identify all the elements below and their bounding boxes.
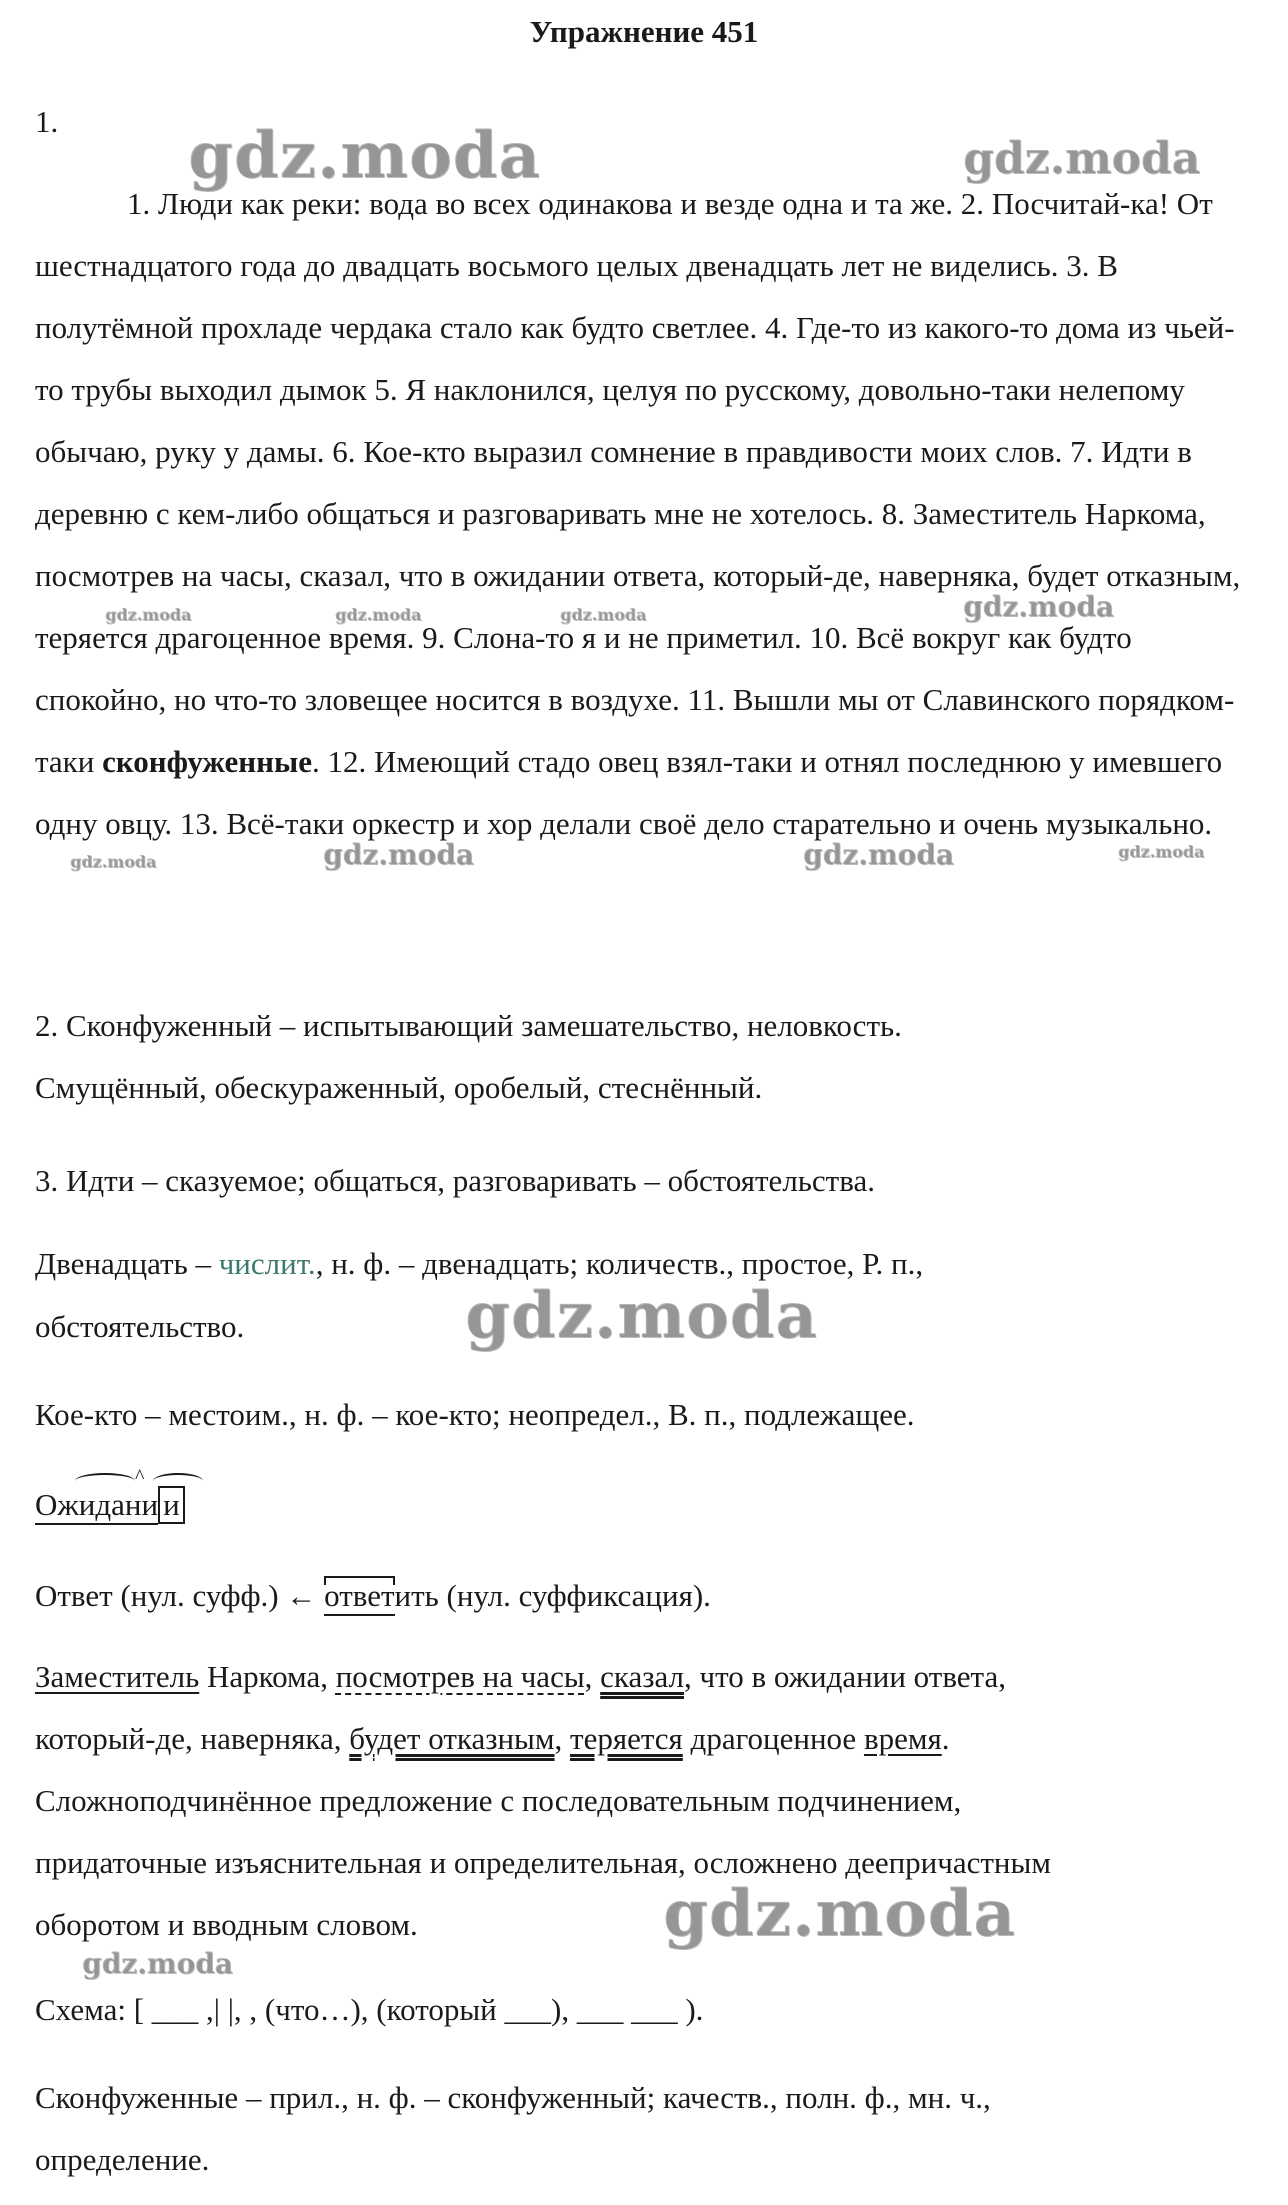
numeral-analysis: Двенадцать – числит., н. ф. – двенадцать; количеств., простое, Р. п., [35,1246,924,1281]
analysis-line3: Сложноподчинённое предложение с последовательным подчинением, [35,1783,962,1818]
watermark: gdz.moda [323,838,474,871]
exercise-paragraph: 1. Люди как реки: вода во всех одинакова и везде одна и та же. 2. Посчитай-ка! От шестнадцатого года до двадцать восьмого целых двенадцать лет не виделись. 3. В полутёмной прохладе чердака стало как будто светлее. 4. Где-то из какого-то дома из чьей-то трубы выходил дымок 5. Я наклонился, целуя по русскому, довольно-таки нелепому обычаю, руку у дамы. 6. Кое-кто выразил сомнение в правдивости моих слов. 7. Идти в деревню с кем-либо общаться и разговаривать мне не хотелось. 8. Заместитель Наркома, посмотрев на часы, сказал, что в ожидании ответа, который-де, наверняка, будет отказным, теряется драгоценное время. 9. Слона-то я и не приметил. 10. Всё вокруг как будто спокойно, но что-то зловещее носится в воздухе. 11. Вышли мы от Славинского порядком-таки сконфуженные. 12. Имеющий стадо овец взял-таки и отнял последнюю у имевшего одну овцу. 13. Всё-таки оркестр и хор делали своё дело старательно и очень музыкально. [35,186,1241,841]
left-arrow-icon: ← [286,1580,317,1613]
subject: Заместитель [35,1659,200,1694]
analysis-line1: Заместитель Наркома, посмотрев на часы, сказал, что в ожидании ответа, [35,1659,1006,1694]
part-number: 1. [35,104,59,139]
watermark: gdz.moda [560,605,647,624]
morpheme-ending: и [158,1486,185,1524]
watermark: gdz.moda [963,133,1201,184]
page-title: Упражнение 451 [529,14,759,49]
morpheme-parse: ^ Ожидани и [35,1486,185,1525]
watermark: gdz.moda [963,590,1114,623]
subject-2: время [863,1721,942,1756]
watermark: gdz.moda [465,1278,818,1353]
adjective-analysis: Сконфуженные – прил., н. ф. – сконфуженный; качеств., полн. ф., мн. ч., [35,2080,991,2115]
adjective-analysis-2: определение. [35,2142,210,2177]
numeral-analysis-2: обстоятельство. [35,1309,245,1344]
watermark: gdz.moda [188,118,541,193]
predicate-3: теряется [570,1721,683,1756]
analysis-line4: придаточные изъяснительная и определительная, осложнено деепричастным [35,1845,1051,1880]
part2-line1: 2. Сконфуженный – испытывающий замешательство, неловкость. [35,1008,902,1043]
derivation-line: Ответ (нул. суфф.) ← ответить (нул. суффиксация). [35,1578,711,1616]
watermark: gdz.moda [1118,842,1205,861]
participle-phrase: посмотрев на часы [335,1659,585,1694]
derivation-stem: ответ [324,1578,395,1613]
watermark: gdz.moda [82,1947,233,1980]
part3-line1: 3. Идти – сказуемое; общаться, разговаривать – обстоятельства. [35,1163,875,1198]
watermark: gdz.moda [663,1876,1016,1951]
analysis-line2: который-де, наверняка, будет отказным, теряется драгоценное время. [35,1721,950,1756]
watermark: gdz.moda [335,605,422,624]
watermark: gdz.moda [70,852,157,871]
morpheme-stem: Ожидани [35,1487,159,1522]
analysis-line5: оборотом и вводным словом. [35,1907,418,1942]
sentence-scheme: Схема: [ ___ ,| |, , (что…), (который ___), ___ ___ ). [35,1992,704,2027]
watermark: gdz.moda [105,605,192,624]
part2-line2: Смущённый, обескураженный, оробелый, стеснённый. [35,1070,763,1105]
bold-word: сконфуженные [102,744,312,779]
pronoun-analysis: Кое-кто – местоим., н. ф. – кое-кто; неопредел., В. п., подлежащее. [35,1397,915,1432]
predicate: сказал [600,1659,685,1694]
predicate-2: будет отказным [349,1721,555,1756]
watermark: gdz.moda [803,838,954,871]
